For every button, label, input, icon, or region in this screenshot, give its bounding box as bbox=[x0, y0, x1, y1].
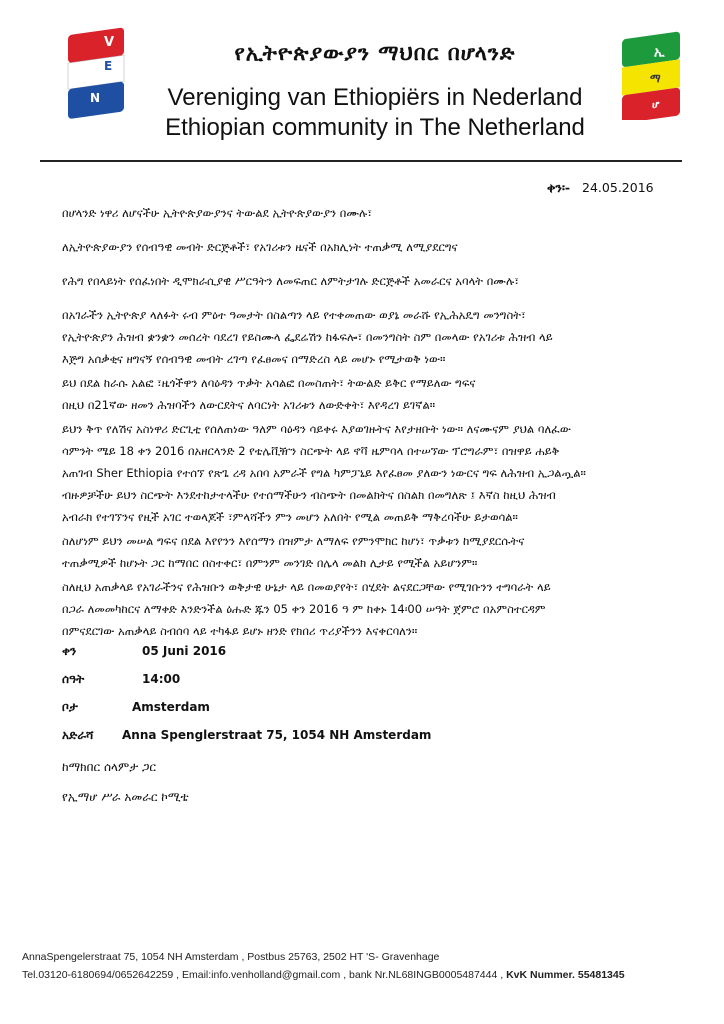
paragraph-line: ስለሆነም ይህን መሠል ግፍና በደል እየየንን እየሰማን በዝምታ ለማለፍ የምንሞክር ከሆነ፣ ጥቃቱን ከሚያደርሱትና bbox=[62, 534, 525, 548]
detail-address-value: Anna Spenglerstraat 75, 1054 NH Amsterdam bbox=[122, 728, 432, 742]
logo-letter-3: ሆ bbox=[652, 98, 660, 111]
paragraph-line: አብራክ የተገኘንና የዚች አገር ተወላጆች ፣ምላሻችን ምን መሆን አለበት የሚል መጠይቅ ማቅረባችሁ ይታወሳል። bbox=[62, 510, 518, 524]
closing-regards: ከማክበር ሰላምታ ጋር bbox=[62, 760, 157, 774]
logo-letter-2: ማ bbox=[650, 72, 661, 85]
paragraph-addressee-orgs bbox=[62, 236, 702, 258]
detail-date-value: 05 Juni 2016 bbox=[142, 644, 227, 658]
closing-signature: የኢማሆ ሥራ አመራር ኮሚቴ bbox=[62, 790, 189, 804]
paragraph-line: እጅግ አሰቃቂና ዘግናኝ የሰብዓዊ መብት ረገጣ የፈፀመና በማድረስ ላይ መሆኑ የሚታወቅ ነው። bbox=[62, 352, 446, 366]
footer-contact-details: Tel.03120-6180694/0652642259 , Email:info.venholland@gmail.com , bank Nr.NL68INGB0005487444 , bbox=[22, 969, 507, 981]
footer-kvk-number: KvK Nummer. 55481345 bbox=[506, 969, 625, 981]
paragraph-line: በጋራ ለመመካከርና ለማቀድ እንድንችል ዕሑድ ጁን 05 ቀን 2016 ዓ ም ከቀኑ 14፡00 ሠዓት ጀምሮ በአምስተርዳም bbox=[62, 602, 546, 616]
date-line bbox=[547, 180, 654, 196]
paragraph-line: ሳምንት ሜይ 18 ቀን 2016 በአዘርላንድ 2 የቴሌቪዥን ስርጭት ላይ ኖቫ ዜምባላ በተሠኘው ፕሮግራም፣ በዝዋይ ሐይቅ bbox=[62, 444, 560, 458]
paragraph-line: ስለዚህ አጠቃላይ የአገራችንና የሕዝቡን ወቅታዊ ሁኔታ ላይ በመወያየት፣ በሂደት ልናደርጋቸው የሚገቡንን ተግባራት ላይ bbox=[62, 580, 551, 594]
paragraph-background bbox=[62, 304, 702, 370]
logo-letter-n: N bbox=[90, 91, 101, 105]
emh-logo bbox=[618, 20, 686, 120]
detail-address-label: አድራሻ bbox=[62, 728, 94, 742]
paragraph-greeting bbox=[62, 202, 702, 224]
title-dutch: Vereniging van Ethiopiërs in Nederland bbox=[167, 84, 583, 111]
ven-logo bbox=[62, 18, 132, 120]
paragraph-line: ይህን ቅጥ የለሽና አስነዋሪ ድርጊቲ የሰለጠነው ዓለም ባዕዳን ሳይቀሩ እያወገዙትና እየታዘቡት ነው። ለናሙናም ያህል ባለፈው bbox=[62, 422, 571, 436]
footer-address: AnnaSpengelerstraat 75, 1054 NH Amsterdam , Postbus 25763, 2502 HT 'S- Gravenhage bbox=[22, 951, 440, 963]
detail-place-value: Amsterdam bbox=[132, 700, 210, 714]
logo-letter-e: E bbox=[104, 59, 113, 73]
detail-place-label: ቦታ bbox=[62, 700, 78, 714]
paragraph-line: በምናደርገው አጠቃላይ ስብሰባ ላይ ተካፋይ ይሆኑ ዘንድ የክበሪ ጥሪያችንን እናቀርባለን። bbox=[62, 624, 418, 638]
paragraph-line: የኢትዮጵያን ሕዝብ ቋንቋን መሰረት ባደረገ የይስሙላ ፌደሬሽን ከፋፍሎ፣ በመንግስት ስም በመላው የአገሪቱ ሕዝብ ላይ bbox=[62, 330, 553, 344]
detail-date-label: ቀን bbox=[62, 644, 77, 658]
paragraph-broadcast bbox=[62, 418, 702, 528]
paragraph-line: አጠገብ Sher Ethiopia የተሰኘ የጽጌ ረዳ አበባ አምራች የግል ካምፓኒይ እየፈፀመ ያለውን ነውርና ግፍ ለሕዝብ ኢጋልጧል። bbox=[62, 466, 586, 480]
detail-time-value: 14:00 bbox=[142, 672, 181, 686]
paragraph-line: ተጠቃሚዎች ከሆኑት ጋር ከማበር በስተቀር፣ በምንም መንገድ በሌላ መልክ ሊታይ የሚችል አይሆንም። bbox=[62, 556, 478, 570]
paragraph-line: በዚህ በ21ኛው ዘመን ሕዝባችን ለውርደትና ለባርነት አገሪቱን ለውድቀት፣ እየዳረገ ይገኛል። bbox=[62, 398, 436, 412]
paragraph-invitation bbox=[62, 576, 702, 642]
date-value: 24.05.2016 bbox=[582, 180, 654, 195]
paragraph-addressee-leaders bbox=[62, 270, 702, 292]
paragraph-line: ብዙዎቻችሁ ይህን ስርጭት እንደተከታተላችሁ የተሰማችሁን ብስጭት በመልክትና በስልክ በመግለጽ ፤ እኛስ ከዚህ ሕዝብ bbox=[62, 488, 556, 502]
paragraph-line: የሕግ የበላይነት የሰፈነበት ዲሞክራሲያዊ ሥርዓትን ለመፍጠር ለምትታገሉ ድርጅቶች አመራርና አባላት በሙሉ፣ bbox=[62, 274, 519, 288]
footer-contact bbox=[22, 969, 625, 981]
paragraph-line: በሆላንድ ነዋሪ ለሆናችሁ ኢትዮጵያውያንና ትውልደ ኢትዮጵያውያን በሙሉ፣ bbox=[62, 206, 372, 220]
paragraph-silence bbox=[62, 530, 702, 574]
logo-letter-1: ኢ bbox=[654, 45, 665, 60]
paragraph-line: በአገራችን ኢትዮጵያ ላለፉት ሩብ ምዕተ ዓመታት በስልጣን ላይ የተቀመጠው ወያኔ መራሹ የኢሕአዴግ መንግስት፣ bbox=[62, 308, 526, 322]
paragraph-line: ለኢትዮጵያውያን የሰብዓዊ መብት ድርጅቶች፣ የአገሪቱን ዜናች በአክሊነት ተጠቃሚ ለሚያደርግና bbox=[62, 240, 458, 254]
title-english: Ethiopian community in The Netherland bbox=[165, 114, 585, 141]
date-label: ቀን፡- bbox=[547, 180, 571, 195]
header-divider bbox=[40, 160, 682, 162]
paragraph-line: ይህ በደል ከራሱ አልፎ ፣ዜጎችዋን ለባዕዳን ጥቃት አሳልፎ በመስጠት፣ ትውልድ ይቅር የማይለው ግፍና bbox=[62, 376, 476, 390]
title-amharic: የኢትዮጵያውያን ማህበር በሆላንድ bbox=[234, 40, 516, 65]
logo-letter-v: V bbox=[104, 35, 115, 50]
paragraph-injustice bbox=[62, 372, 702, 416]
detail-time-label: ሰዓት bbox=[62, 672, 85, 686]
